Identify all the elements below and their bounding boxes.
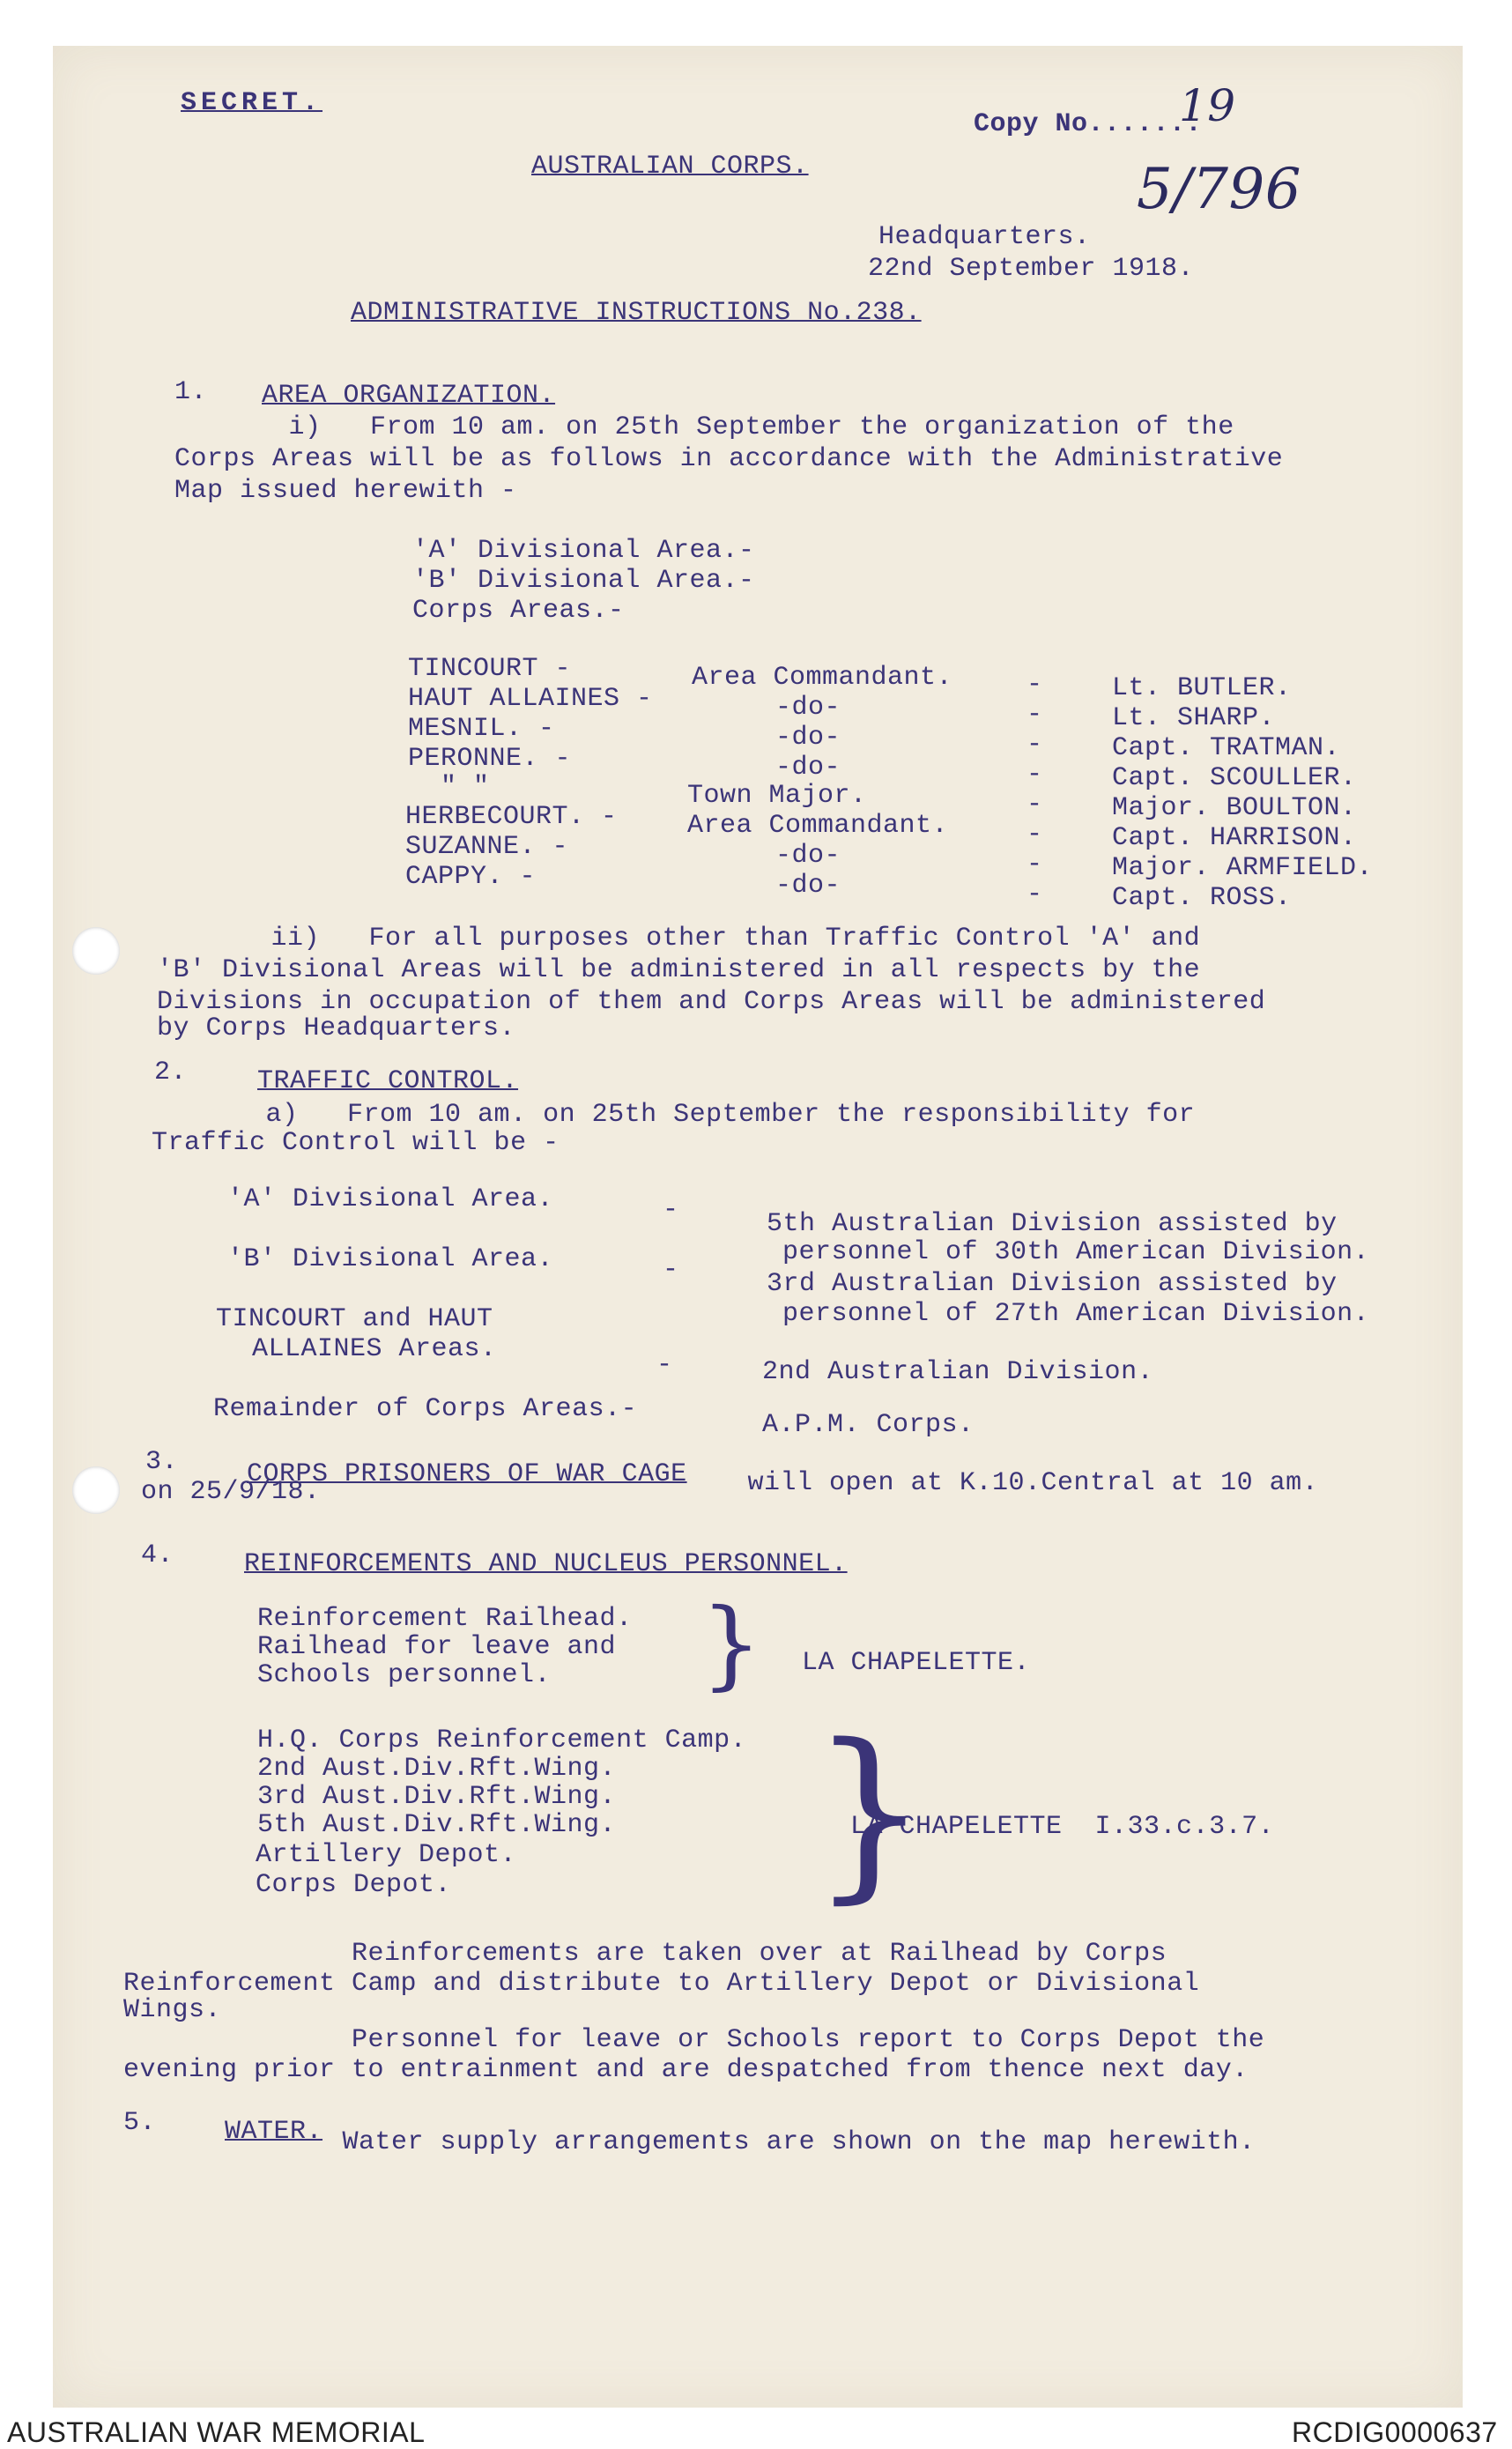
- depot-item: Artillery Depot.: [256, 1840, 517, 1870]
- command-dash: -: [1027, 879, 1043, 909]
- command-role: -do-: [775, 693, 841, 723]
- copy-number: 19: [1179, 80, 1236, 131]
- traffic-responsibility: 5th Australian Division assisted by: [767, 1209, 1338, 1239]
- railhead-destination: LA CHAPELETTE.: [802, 1648, 1031, 1678]
- railhead-item: Schools personnel.: [257, 1660, 552, 1690]
- traffic-responsibility: personnel of 27th American Division.: [782, 1299, 1370, 1329]
- railhead-item: Reinforcement Railhead.: [257, 1604, 633, 1634]
- command-role: -do-: [775, 723, 841, 753]
- traffic-dash: -: [656, 1350, 673, 1380]
- command-place: CAPPY. -: [405, 862, 537, 892]
- traffic-area: 'A' Divisional Area.: [227, 1184, 554, 1214]
- command-officer: Capt. ROSS.: [1112, 883, 1292, 913]
- section-3-text: will open at K.10.Central at 10 am.: [731, 1468, 1319, 1498]
- section-1-number: 1.: [174, 377, 208, 407]
- section-4-para-2-line: Personnel for leave or Schools report to Corps Depot the: [123, 2025, 1265, 2055]
- command-role: -do-: [775, 841, 841, 871]
- depot-item: 2nd Aust.Div.Rft.Wing.: [257, 1754, 617, 1784]
- punch-hole-bottom: [72, 1466, 120, 1514]
- depot-destination: LA CHAPELETTE I.33.c.3.7.: [850, 1812, 1275, 1842]
- command-place: MESNIL. -: [408, 714, 555, 744]
- depot-item: 5th Aust.Div.Rft.Wing.: [257, 1810, 617, 1840]
- command-officer: Capt. HARRISON.: [1112, 823, 1357, 853]
- command-officer: Lt. SHARP.: [1112, 703, 1276, 733]
- command-role: Area Commandant.: [687, 811, 949, 841]
- traffic-responsibility: personnel of 30th American Division.: [782, 1237, 1370, 1267]
- footer-source: AUSTRALIAN WAR MEMORIAL: [7, 2416, 426, 2448]
- traffic-responsibility: 3rd Australian Division assisted by: [767, 1269, 1338, 1299]
- document-date: 22nd September 1918.: [868, 254, 1195, 284]
- section-3-line-2: on 25/9/18.: [141, 1477, 321, 1507]
- section-1-para-ii-line: by Corps Headquarters.: [157, 1013, 516, 1043]
- section-3-number: 3.: [145, 1447, 179, 1477]
- classification-mark: SECRET.: [181, 88, 323, 118]
- area-label: 'A' Divisional Area.-: [412, 536, 755, 566]
- copy-label: Copy No.......: [974, 109, 1203, 139]
- command-place: HERBECOURT. -: [405, 802, 618, 832]
- brace-1: }: [700, 1587, 762, 1700]
- section-4-para-1-line: Reinforcements are taken over at Railhead by Corps: [123, 1939, 1167, 1969]
- section-5-heading: WATER.: [225, 2117, 323, 2147]
- depot-item: Corps Depot.: [256, 1870, 452, 1900]
- command-dash: -: [1027, 820, 1043, 850]
- command-dash: -: [1027, 700, 1043, 730]
- area-label: 'B' Divisional Area.-: [412, 566, 755, 596]
- area-label: Corps Areas.-: [412, 596, 625, 626]
- section-4-para-1-line: Reinforcement Camp and distribute to Artillery Depot or Divisional: [123, 1969, 1200, 1999]
- footer-id: RCDIG0000637: [1292, 2416, 1498, 2448]
- section-5-text: Water supply arrangements are shown on the map herewith.: [326, 2127, 1256, 2157]
- command-role: Area Commandant.: [692, 663, 953, 693]
- section-1-para-ii-line: Divisions in occupation of them and Corps Areas will be administered: [157, 987, 1266, 1017]
- traffic-area-cont: ALLAINES Areas.: [252, 1334, 497, 1364]
- section-1-para-i-line: Map issued herewith -: [174, 476, 517, 506]
- section-4-para-2-line: evening prior to entrainment and are despatched from thence next day.: [123, 2055, 1249, 2085]
- section-1-para-i-line: i) From 10 am. on 25th September the organization of the: [174, 412, 1234, 442]
- command-place: SUZANNE. -: [405, 832, 569, 862]
- document-title: AUSTRALIAN CORPS.: [531, 152, 809, 182]
- section-2-intro-line: a) From 10 am. on 25th September the responsibility for: [152, 1100, 1196, 1130]
- section-4-para-1-line: Wings.: [123, 1995, 222, 2025]
- section-1-para-i-line: Corps Areas will be as follows in accordance with the Administrative: [174, 444, 1284, 474]
- section-1-para-ii-line: ii) For all purposes other than Traffic Control 'A' and: [157, 924, 1201, 954]
- command-place: " ": [441, 772, 490, 802]
- command-dash: -: [1027, 670, 1043, 700]
- command-officer: Major. BOULTON.: [1112, 793, 1357, 823]
- railhead-item: Railhead for leave and: [257, 1632, 617, 1662]
- command-dash: -: [1027, 760, 1043, 790]
- instructions-title: ADMINISTRATIVE INSTRUCTIONS No.238.: [351, 298, 922, 328]
- traffic-responsibility: A.P.M. Corps.: [762, 1410, 975, 1440]
- traffic-area: TINCOURT and HAUT: [216, 1304, 493, 1334]
- command-role: -do-: [775, 753, 841, 783]
- file-reference: 5/796: [1137, 157, 1301, 222]
- command-dash: -: [1027, 730, 1043, 760]
- traffic-area: Remainder of Corps Areas.-: [213, 1394, 638, 1424]
- command-officer: Lt. BUTLER.: [1112, 673, 1292, 703]
- section-2-number: 2.: [154, 1058, 188, 1087]
- command-officer: Capt. TRATMAN.: [1112, 733, 1341, 763]
- section-3-heading: CORPS PRISONERS OF WAR CAGE: [247, 1459, 687, 1489]
- command-officer: Major. ARMFIELD.: [1112, 853, 1374, 883]
- command-role: -do-: [775, 871, 841, 901]
- command-place: PERONNE. -: [408, 744, 572, 774]
- section-2-heading: TRAFFIC CONTROL.: [257, 1066, 519, 1096]
- traffic-dash: -: [663, 1255, 679, 1285]
- punch-hole-top: [72, 927, 120, 975]
- traffic-responsibility: 2nd Australian Division.: [762, 1357, 1154, 1387]
- section-4-number: 4.: [141, 1540, 174, 1570]
- command-dash: -: [1027, 850, 1043, 879]
- section-2-intro-line: Traffic Control will be -: [152, 1128, 560, 1158]
- command-place: HAUT ALLAINES -: [408, 684, 653, 714]
- command-role: Town Major.: [687, 781, 867, 811]
- depot-item: 3rd Aust.Div.Rft.Wing.: [257, 1782, 617, 1812]
- brace-2: }: [811, 1704, 929, 1920]
- traffic-area: 'B' Divisional Area.: [227, 1244, 554, 1274]
- section-1-para-ii-line: 'B' Divisional Areas will be administered in all respects by the: [157, 955, 1201, 985]
- traffic-dash: -: [663, 1195, 679, 1225]
- command-place: TINCOURT -: [408, 654, 572, 684]
- depot-item: H.Q. Corps Reinforcement Camp.: [257, 1725, 747, 1755]
- section-5-number: 5.: [123, 2108, 157, 2138]
- headquarters-label: Headquarters.: [878, 222, 1091, 252]
- section-4-heading: REINFORCEMENTS AND NUCLEUS PERSONNEL.: [244, 1549, 848, 1579]
- section-1-heading: AREA ORGANIZATION.: [262, 381, 556, 411]
- command-officer: Capt. SCOULLER.: [1112, 763, 1357, 793]
- command-dash: -: [1027, 790, 1043, 820]
